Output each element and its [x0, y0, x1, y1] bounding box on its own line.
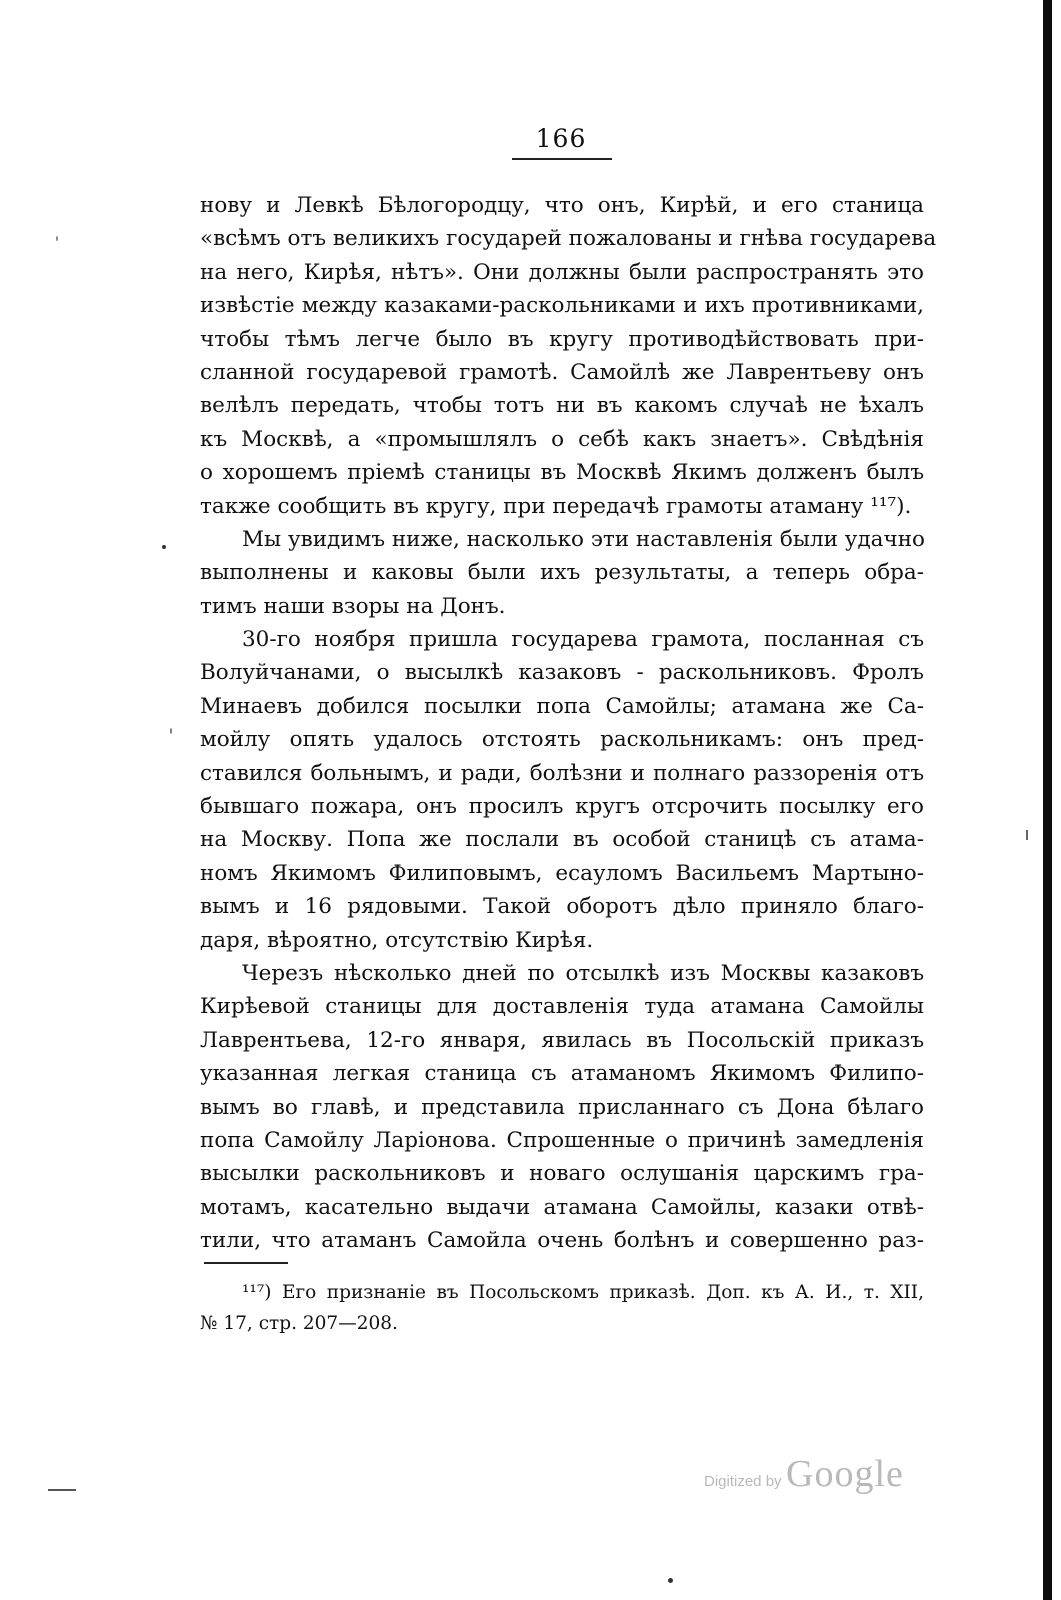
text-line: о хорошемъ пріемѣ станицы въ Москвѣ Якимъ долженъ былъ	[200, 460, 924, 486]
text-line: попа Самойлу Ларіонова. Спрошенные о причинѣ замедленія	[200, 1127, 924, 1153]
paragraph-start-line: Черезъ нѣсколько дней по отсылкѣ изъ Москвы казаковъ	[242, 960, 924, 986]
body-text	[200, 189, 937, 1258]
footnote-line: ¹¹⁷) Его признаніе въ Посольскомъ приказѣ. Доп. къ А. И., т. XII,	[242, 1282, 924, 1303]
text-line: нову и Левкѣ Бѣлогородцу, что онъ, Кирѣй, и его станица	[200, 193, 924, 218]
scan-speck	[56, 236, 58, 241]
text-line: велѣлъ передать, чтобы тотъ ни въ какомъ случаѣ не ѣхалъ	[200, 393, 924, 419]
text-line: чтобы тѣмъ легче было въ кругу противодѣйствовать при-	[200, 326, 924, 352]
text-line: выполнены и каковы были ихъ результаты, а теперь обра-	[200, 560, 924, 586]
text-line: мотамъ, касательно выдачи атамана Самойлы, казаки отвѣ-	[200, 1194, 924, 1220]
text-line: на него, Кирѣя, нѣтъ». Они должны были распространять это	[200, 259, 924, 285]
text-line: Кирѣевой станицы для доставленія туда атамана Самойлы	[200, 994, 924, 1020]
text-line: «всѣмъ отъ великихъ государей пожалованы и гнѣва государева	[200, 226, 937, 252]
text-line: Лаврентьева, 12-го января, явилась въ Посольскій приказъ	[200, 1027, 924, 1053]
text-line: ставился больнымъ, и ради, болѣзни и полнаго раззоренія отъ	[200, 760, 924, 786]
text-line: на Москву. Попа же послали въ особой станицѣ съ атама-	[200, 827, 924, 853]
text-line: къ Москвѣ, а «промышлялъ о себѣ какъ знаетъ». Свѣдѣнія	[200, 426, 924, 452]
footnote-block	[200, 1277, 924, 1339]
text-line: также сообщить въ кругу, при передачѣ грамоты атаману ¹¹⁷).	[200, 493, 912, 519]
scan-speck	[162, 545, 166, 549]
text-line: Волуйчанами, о высылкѣ казаковъ - раскольниковъ. Фролъ	[200, 660, 924, 686]
watermark-label: Digitized by	[704, 1473, 782, 1490]
margin-mark	[48, 1489, 76, 1491]
text-line: бывшаго пожара, онъ просилъ кругъ отсрочить посылку его	[200, 794, 924, 820]
scan-speck	[170, 728, 172, 734]
paragraph-start-line: 30-го ноября пришла государева грамота, посланная съ	[242, 627, 924, 653]
footnote-line: № 17, стр. 207—208.	[200, 1313, 398, 1334]
scan-speck	[1026, 830, 1028, 840]
text-line: номъ Якимомъ Филиповымъ, есауломъ Васильемъ Мартыно-	[200, 860, 924, 886]
footnote-rule	[204, 1262, 288, 1264]
paragraph-start-line: Мы увидимъ ниже, насколько эти наставленія были удачно	[242, 526, 925, 552]
digitization-watermark	[704, 1452, 904, 1496]
text-line: вымъ во главѣ, и представила присланнаго съ Дона бѣлаго	[200, 1094, 924, 1120]
text-line: указанная легкая станица съ атаманомъ Якимомъ Филипо-	[200, 1061, 924, 1087]
scan-speck	[668, 1578, 673, 1583]
page-number: 166	[535, 124, 587, 153]
text-line: высылки раскольниковъ и новаго ослушанія царскимъ гра-	[200, 1161, 924, 1187]
text-line: даря, вѣроятно, отсутствію Кирѣя.	[200, 927, 594, 953]
text-line: тили, что атаманъ Самойла очень болѣнъ и совершенно раз-	[200, 1228, 924, 1254]
text-line: вымъ и 16 рядовыми. Такой оборотъ дѣло приняло благо-	[200, 894, 924, 920]
text-line: Минаевъ добился посылки попа Самойлы; атамана же Са-	[200, 693, 924, 719]
scan-border-edge	[1043, 0, 1052, 1600]
text-line: тимъ наши взоры на Донъ.	[200, 593, 506, 619]
text-line: мойлу опять удалось отстоять раскольникамъ: онъ пред-	[200, 727, 924, 753]
text-line: сланной государевой грамотѣ. Самойлѣ же Лаврентьеву онъ	[200, 359, 924, 385]
text-line: извѣстіе между казаками-раскольниками и ихъ противниками,	[200, 293, 924, 319]
page-number-rule	[512, 158, 612, 160]
watermark-brand: Google	[786, 1453, 904, 1495]
